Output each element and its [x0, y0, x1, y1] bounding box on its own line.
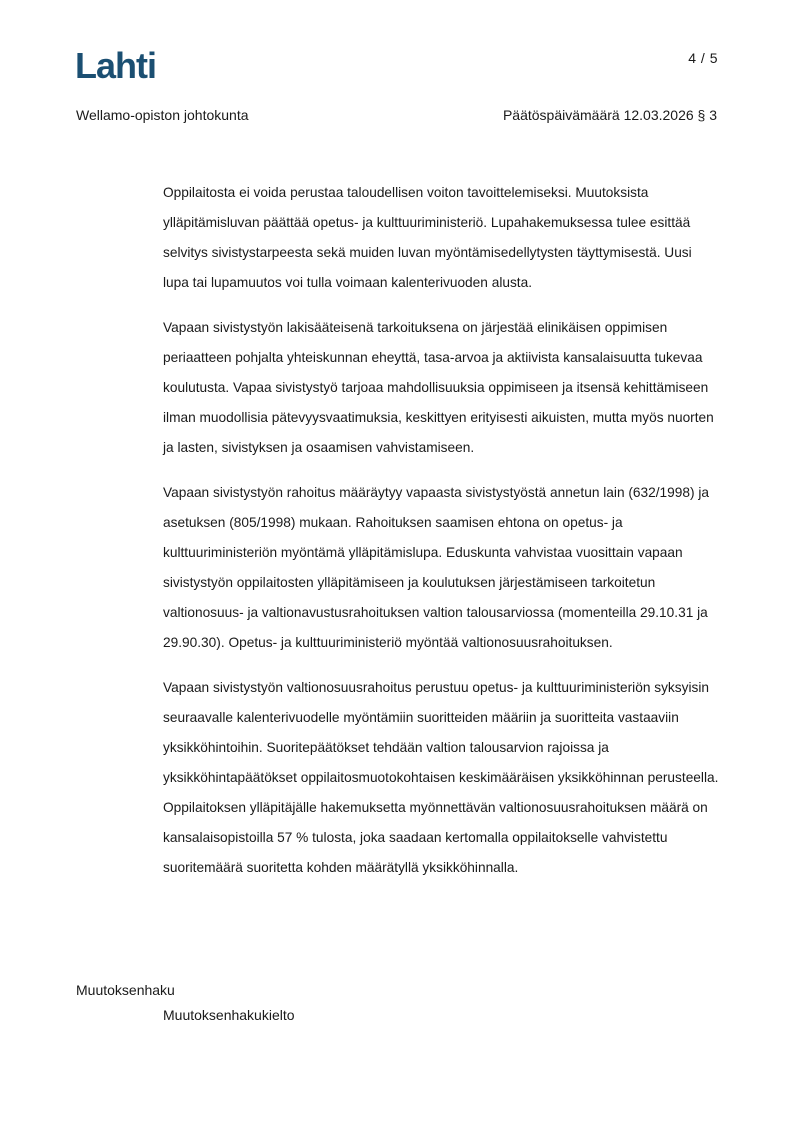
- svg-text:Lahti: Lahti: [75, 45, 156, 84]
- document-body: [163, 178, 719, 898]
- paragraph: Vapaan sivistystyön lakisääteisenä tarkoituksena on järjestää elinikäisen oppimisen periaatteen pohjalta yhteiskunnan eheyttä, tasa-arvoa ja aktiivista kansalaisuutta tukevaa koulutusta. Vapaa sivistystyö tarjoaa mahdollisuuksia oppimiseen ja itsensä kehittämiseen ilman muodollisia pätevyysvaatimuksia, keskittyen erityisesti aikuisten, mutta myös nuorten ja lasten, sivistyksen ja osaamisen vahvistamiseen.: [163, 320, 714, 455]
- paragraph: Vapaan sivistystyön rahoitus määräytyy vapaasta sivistystyöstä annetun lain (632/1998) ja asetuksen (805/1998) mukaan. Rahoituksen saamisen ehtona on opetus- ja kulttuuriministeriön myöntämä ylläpitämislupa. Eduskunta vahvistaa vuosittain vapaan sivistystyön oppilaitosten ylläpitämiseen ja koulutuksen järjestämiseen tarkoitetun valtionosuus- ja valtionavustusrahoituksen valtion talousarviossa (momenteilla 29.10.31 ja 29.90.30). Opetus- ja kulttuuriministeriö myöntää valtionosuusrahoituksen.: [163, 485, 710, 650]
- paragraph: Oppilaitosta ei voida perustaa taloudellisen voiton tavoittelemiseksi. Muutoksista ylläpitämisluvan päättää opetus- ja kulttuuriministeriö. Lupahakemuksessa tulee esittää selvitys sivistystarpeesta sekä muiden luvan myöntämisedellytysten täyttymisestä. Uusi lupa tai lupamuutos voi tulla voimaan kalenterivuoden alusta.: [163, 185, 692, 290]
- decision-date: Päätöspäivämäärä 12.03.2026 § 3: [502, 107, 717, 123]
- organization-name: Wellamo-opiston johtokunta: [76, 107, 249, 123]
- appeal-heading: Muutoksenhaku: [76, 982, 175, 998]
- page-number: 4 / 5: [688, 50, 718, 66]
- paragraph: Vapaan sivistystyön valtionosuusrahoitus perustuu opetus- ja kulttuuriministeriön syksyisin seuraavalle kalenterivuodelle myöntämiin suoritteiden määriin ja suoritteita vastaaviin yksikköhintoihin. Suoritepäätökset tehdään valtion talousarvion rajoissa ja yksikköhintapäätökset oppilaitosmuotokohtaisen keskimääräisen yksikköhinnan perusteella. Oppilaitoksen ylläpitäjälle hakemuksetta myönnettävän valtionosuusrahoituksen määrä on kansalaisopistoilla 57 % tulosta, joka saadaan kertomalla oppilaitokselle vahvistettu suoritemäärä suoritetta kohden määrätyllä yksikköhinnalla.: [163, 680, 719, 875]
- lahti-logo: [75, 44, 175, 84]
- appeal-text: Muutoksenhakukielto: [163, 1007, 295, 1023]
